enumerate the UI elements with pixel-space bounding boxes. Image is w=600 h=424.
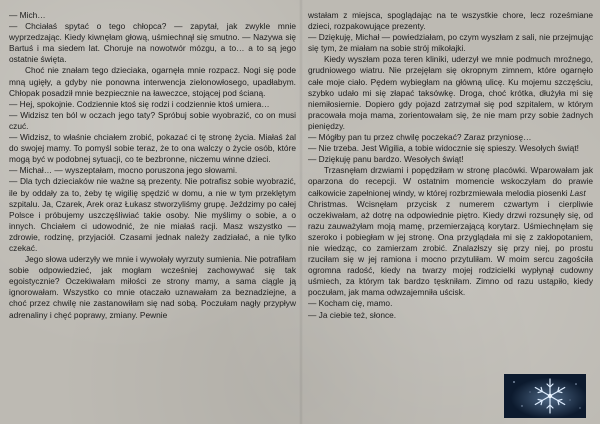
paragraph: Jego słowa uderzyły we mnie i wywołały wyrzuty sumienia. Nie potrafiłam sobie odpowiedzieć, jak mogłam wcześniej zachowywać się tak egoistycznie? Oczekiwałam miłości ze strony mamy, a sama ciągle ją ignorowałam. Wszystko co mnie otaczało uznawałam za beznadziejne, a choć przez chwilę nie zastanowiłam się nad sobą. Poczułam nagły przypływ adrenaliny i chęć poprawy, zmiany. Pewnie <box>9 254 296 320</box>
paragraph: — Widzisz ten ból w oczach jego taty? Spróbuj sobie wyobrazić, co on musi czuć. <box>9 109 296 131</box>
paragraph: — Nie trzeba. Jest Wigilia, a tobie widocznie się spieszy. Wesołych świąt! <box>308 143 579 154</box>
snowflake-icon <box>504 374 586 418</box>
paragraph-text: Trzasnęłam drzwiami i popędziłam w stronę placówki. Wparowałam jak oparzona do recepcji. W ostatnim momencie wskoczyłam do prawie całkowicie zapełnionej windy, w której rozbrzmiewała melodia piosenki <box>308 165 593 198</box>
paragraph: — Widzisz, to właśnie chciałem zrobić, pokazać ci tę stronę życia. Miałaś żal do swojej mamy. To pomyśl sobie teraz, że to ona walczy o życie osób, które mogą być w podobnej sytuacji, co te bezbronne, niczemu winne dzieci. <box>9 132 296 165</box>
paragraph: — Dziękuję panu bardzo. Wesołych świąt! <box>308 154 464 165</box>
paragraph: — Michał… — wyszeptałam, mocno poruszona jego słowami. <box>9 165 238 176</box>
paragraph <box>308 165 593 198</box>
paragraph: — Mich… <box>9 10 46 20</box>
left-page <box>9 10 296 418</box>
paragraph: wstałam z miejsca, spoglądając na te wszystkie chore, lecz roześmiane dzieci, rozpakowujące prezenty. <box>308 10 593 32</box>
paragraph: — Kocham cię, mamo. <box>308 298 393 309</box>
snowflake-image <box>504 374 586 418</box>
paragraph: — Ja ciebie też, słonce. <box>308 309 397 320</box>
paragraph: — Mógłby pan tu przez chwilę poczekać? Zaraz przyniosę… <box>308 132 532 143</box>
paragraph: Choć nie znałam tego dzieciaka, ogarnęła mnie rozpacz. Nogi się pode mną ugięły, a gdyby nie ponowna interwencja zielonowłosego, upadłabym. Chłopak posadził mnie bezpiecznie na ławeczce, stojącej pod ścianą. <box>9 65 296 98</box>
paragraph: — Hej, spokojnie. Codziennie ktoś się rodzi i codziennie ktoś umiera… <box>9 98 270 109</box>
paragraph: — Dziękuję, Michał — powiedziałam, po czym wyszłam z sali, nie przejmując się tym, że miałam na sobie strój mikołajki. <box>308 32 593 54</box>
paragraph: Kiedy wyszłam poza teren kliniki, uderzył we mnie podmuch mroźnego, grudniowego wiatru. Nie przejęłam się okropnym zimnem, które ogarnęło całe moje ciało. Pędem wybiegłam na główną ulicę. Ku mojemu szczęściu, szybko udało mi się złapać taksówkę. Droga, choć krótka, dłużyła mi się niemiłosiernie. Dopiero gdy pojazd zatrzymał się pod szpitalem, w którym pracowała moja mama, zorientowałam się, że nie mam przy sobie żadnych pieniędzy. <box>308 54 593 131</box>
page-gutter <box>299 0 303 424</box>
song-title: Last <box>569 187 586 198</box>
right-page <box>308 10 593 418</box>
paragraph: — Chciałaś spytać o tego chłopca? — zapytał, jak zwykle mnie wyprzedzając. Kiedy kiwnęłam głową, uśmiechnął się smutno. — Nazywa się Bartuś i ma siedem lat. Choruje na nowotwór mózgu, a to… a to są jego ostatnie święta. <box>9 21 296 65</box>
paragraph: — Dla tych dzieciaków nie ważne są prezenty. Nie potrafisz sobie wyobrazić, ile by oddały za to, żeby tę wigilię spędzić w domu, a nie w tym przeklętym szpitalu. Ja, Czarek, Arek oraz Łukasz stworzyliśmy grupę. Jeździmy po całej Polsce i próbujemy uszczęśliwiać takie osoby. Nie myślimy o sobie, a o innych. Chciałem ci udowodnić, że nie miałaś racji. Masz wszystko — zdrowie, rodzinę, przyjaciół. Czasami jednak należy zadziałać, a nie tylko czekać. <box>9 176 296 253</box>
paragraph: Christmas. Wcisnęłam przycisk z numerem czwartym i cierpliwie oczekiwałam, aż dotrę na odpowiednie piętro. Kiedy drzwi rozsunęły się, od razu zauważyłam moją mamę, przemierzającą korytarz. Uśmiechnęłam się szeroko i pobiegłam w jej stronę. Ona przyglądała mi się z zakłopotaniem, nie wiedząc, co zamierzam zrobić. Znalazłszy się przy niej, po prostu rzuciłam się w jej ramiona i mocno przytuliłam. W moim sercu zagościła ogromna radość, kiedy na twarzy mojej rodzicielki wypłynął cudowny uśmiech, za którym tak bardzo tęskniłam. Zimno od razu ustąpiło, kiedy poczułam, jak mama odwzajemniła uścisk. <box>308 198 593 298</box>
